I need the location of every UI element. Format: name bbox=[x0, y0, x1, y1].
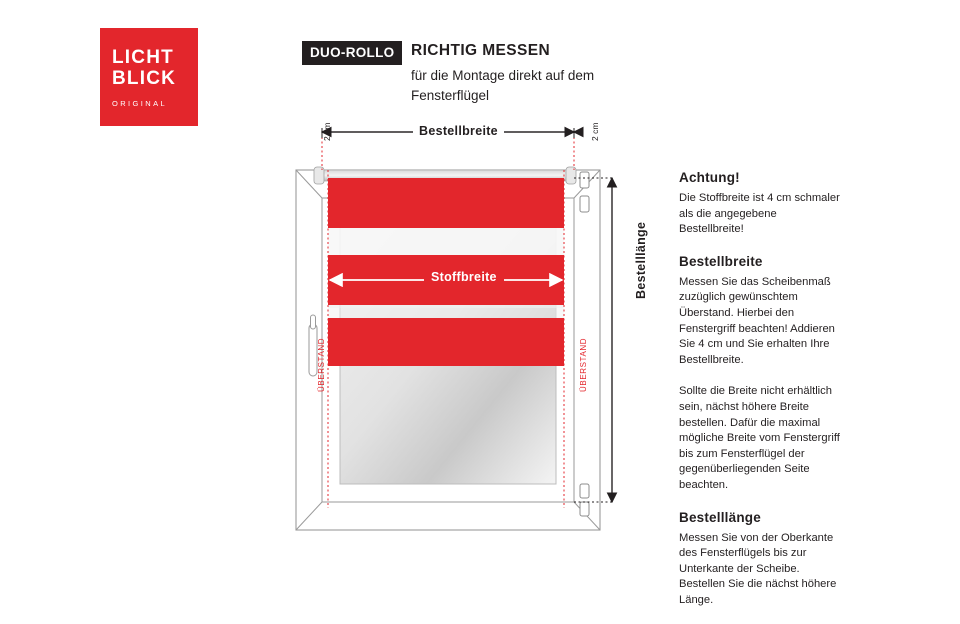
page-subtitle: für die Montage direkt auf dem Fensterflügel bbox=[411, 68, 595, 103]
page-title: RICHTIG MESSEN bbox=[411, 42, 551, 59]
diagram-svg bbox=[280, 110, 660, 555]
label-stoffbreite: Stoffbreite bbox=[424, 270, 504, 284]
note-heading: Achtung! bbox=[679, 170, 740, 185]
note-block bbox=[679, 510, 841, 609]
label-ueberstand-left: ÜBERSTAND bbox=[317, 337, 326, 392]
measurement-diagram bbox=[280, 110, 660, 550]
note-text: Die Stoffbreite ist 4 cm schmaler als die angegebene Bestellbreite! bbox=[679, 192, 840, 236]
notes-column bbox=[679, 170, 841, 624]
label-ueberstand-right: ÜBERSTAND bbox=[579, 337, 588, 392]
note-text: Messen Sie das Scheibenmaß zuzüglich gewünschtem Überstand. Hierbei den Fenstergriff beachten! Addieren Sie 4 cm und Sie erhalten Ihre Bestellbreite. bbox=[679, 275, 835, 366]
label-bestellbreite: Bestellbreite bbox=[413, 124, 504, 138]
label-bestelllaenge: Bestelllänge bbox=[634, 216, 648, 305]
note-text: Sollte die Breite nicht erhältlich sein, nächst höhere Breite bestellen. Dafür die maximal mögliche Breite vom Fenstergriff bis zum Fensterflügel der gegenüberliegenden Seite beachten. bbox=[679, 385, 840, 491]
note-block bbox=[679, 170, 841, 238]
note-heading: Bestelllänge bbox=[679, 509, 761, 525]
note-block bbox=[679, 254, 841, 369]
logo-line-1: LICHT bbox=[112, 46, 174, 68]
note-heading: Bestellbreite bbox=[679, 253, 763, 269]
brand-logo bbox=[100, 28, 198, 126]
label-margin-left: 2 cm bbox=[322, 122, 332, 141]
label-margin-right: 2 cm bbox=[590, 122, 600, 141]
note-block bbox=[679, 384, 841, 493]
note-text: Messen Sie von der Oberkante des Fensterflügels bis zur Unterkante der Scheibe. Bestellen Sie die nächst höhere Länge. bbox=[679, 531, 837, 606]
product-badge: DUO-ROLLO bbox=[302, 41, 402, 65]
logo-line-2: BLICK bbox=[112, 67, 177, 89]
logo-line-3: ORIGINAL bbox=[112, 98, 168, 108]
window-handle bbox=[309, 315, 317, 376]
